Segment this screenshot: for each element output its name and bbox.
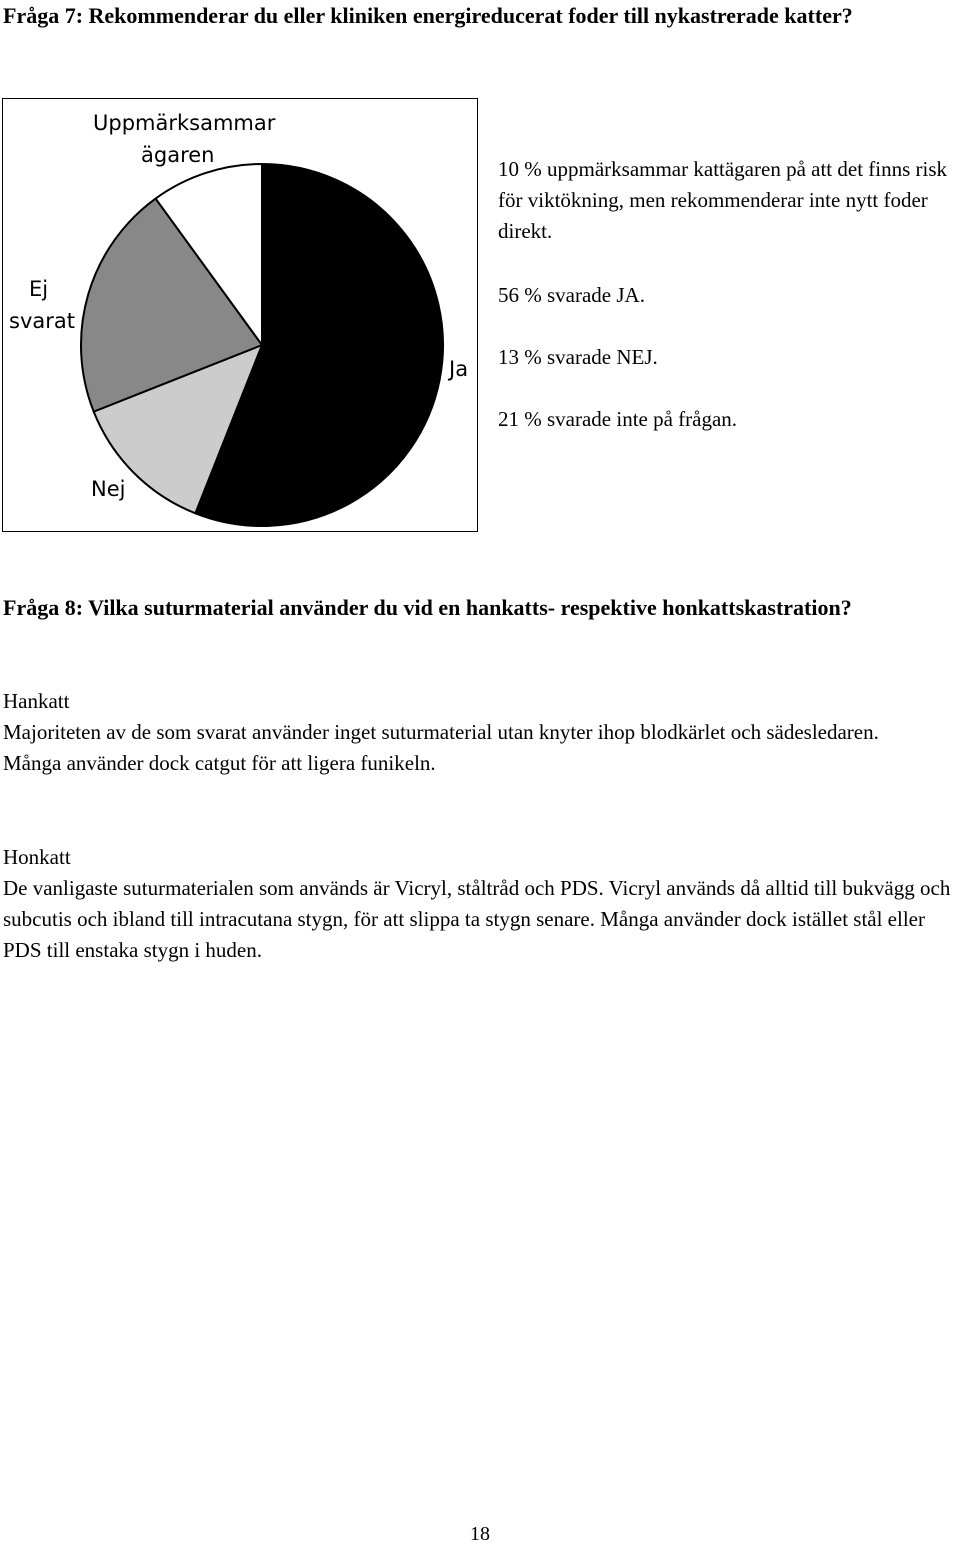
q7-summary-3: 13 % svarade NEJ. — [498, 345, 658, 369]
q7-summary-2: 56 % svarade JA. — [498, 283, 645, 307]
pie-chart — [2, 98, 478, 532]
q7-summary-2-block — [498, 280, 958, 311]
pie-label-ja: Ja — [449, 357, 469, 381]
q7-summary-4: 21 % svarade inte på frågan. — [498, 407, 738, 431]
hankatt-label: Hankatt — [3, 689, 70, 713]
hankatt-section — [3, 686, 958, 779]
honkatt-label: Honkatt — [3, 845, 71, 869]
pie-label-upp-1: Uppmärksammar — [93, 111, 276, 135]
question-8-heading: Fråga 8: Vilka suturmaterial använder du vid en hankatts- respektive honkattskastration? — [3, 595, 852, 620]
q7-summary-3-block — [498, 342, 958, 373]
honkatt-section — [3, 842, 958, 966]
hankatt-line-2: Många använder dock catgut för att ligera funikeln. — [3, 751, 436, 775]
q7-summary-block — [498, 154, 958, 247]
q7-summary-1: 10 % uppmärksammar kattägaren på att det finns risk för viktökning, men rekommenderar inte nytt foder direkt. — [498, 157, 948, 243]
question-7-heading: Fråga 7: Rekommenderar du eller kliniken energireducerat foder till nykastrerade katter? — [3, 3, 853, 28]
pie-label-ej-2: svarat — [9, 309, 75, 333]
q7-summary-4-block — [498, 404, 958, 435]
pie-label-nej: Nej — [91, 477, 126, 501]
page-number: 18 — [470, 1523, 490, 1545]
pie-label-upp-2: ägaren — [141, 143, 215, 167]
hankatt-line-1: Majoriteten av de som svarat använder inget suturmaterial utan knyter ihop blodkärlet och sädesledaren. — [3, 720, 879, 744]
honkatt-text: De vanligaste suturmaterialen som används är Vicryl, ståltråd och PDS. Vicryl används då alltid till bukvägg och subcutis och ibland till intracutana stygn, för att slippa ta stygn senare. Många använder dock istället stål eller PDS till enstaka stygn i huden. — [3, 876, 951, 962]
pie-label-ej-1: Ej — [29, 277, 49, 301]
